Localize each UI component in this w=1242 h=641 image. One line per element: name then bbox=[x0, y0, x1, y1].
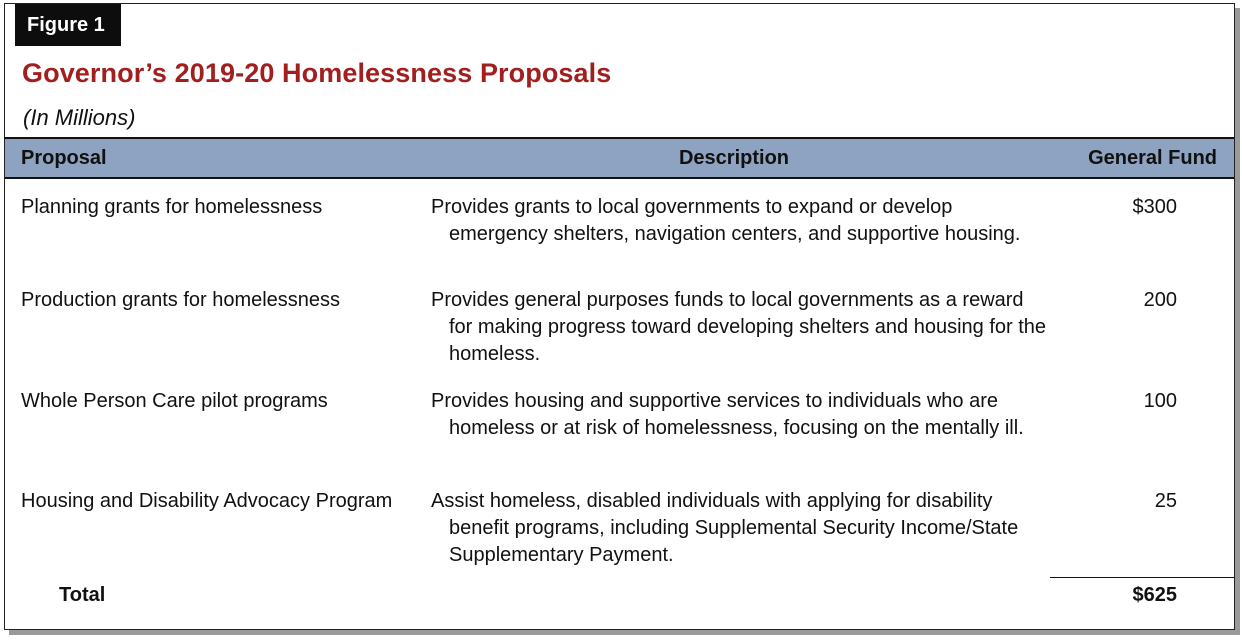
row-proposal: Production grants for homelessness bbox=[21, 289, 341, 311]
row-description: Provides general purposes funds to local governments as a reward for making progress toward developing shelters and housing for the homeless. bbox=[431, 289, 1047, 365]
figure-label: Figure 1 bbox=[15, 4, 121, 46]
figure-subtitle: (In Millions) bbox=[23, 105, 136, 130]
total-label: Total bbox=[59, 584, 106, 606]
total-amount: $625 bbox=[1132, 584, 1177, 606]
header-proposal: Proposal bbox=[21, 147, 107, 169]
header-general-fund: General Fund bbox=[1088, 147, 1217, 169]
figure-title: Governor’s 2019-20 Homelessness Proposals bbox=[22, 58, 612, 88]
row-amount: 25 bbox=[1154, 490, 1177, 512]
row-amount: 200 bbox=[1143, 289, 1177, 311]
row-proposal: Planning grants for homelessness bbox=[21, 196, 323, 218]
row-proposal: Housing and Disability Advocacy Program bbox=[21, 490, 393, 512]
row-amount: 100 bbox=[1143, 390, 1177, 412]
figure-container bbox=[4, 3, 1235, 630]
table-header bbox=[5, 137, 1234, 179]
row-description: Provides housing and supportive services to individuals who are homeless or at risk of homelessness, focusing on the mentally ill. bbox=[431, 390, 1024, 439]
row-description: Provides grants to local governments to expand or develop emergency shelters, navigation centers, and supportive housing. bbox=[431, 196, 1021, 245]
row-proposal: Whole Person Care pilot programs bbox=[21, 390, 328, 412]
row-description: Assist homeless, disabled individuals with applying for disability benefit programs, including Supplemental Security Income/State Supplementary Payment. bbox=[431, 490, 1019, 566]
total-rule bbox=[1050, 577, 1234, 578]
row-amount: $300 bbox=[1132, 196, 1177, 218]
header-description: Description bbox=[678, 147, 790, 169]
